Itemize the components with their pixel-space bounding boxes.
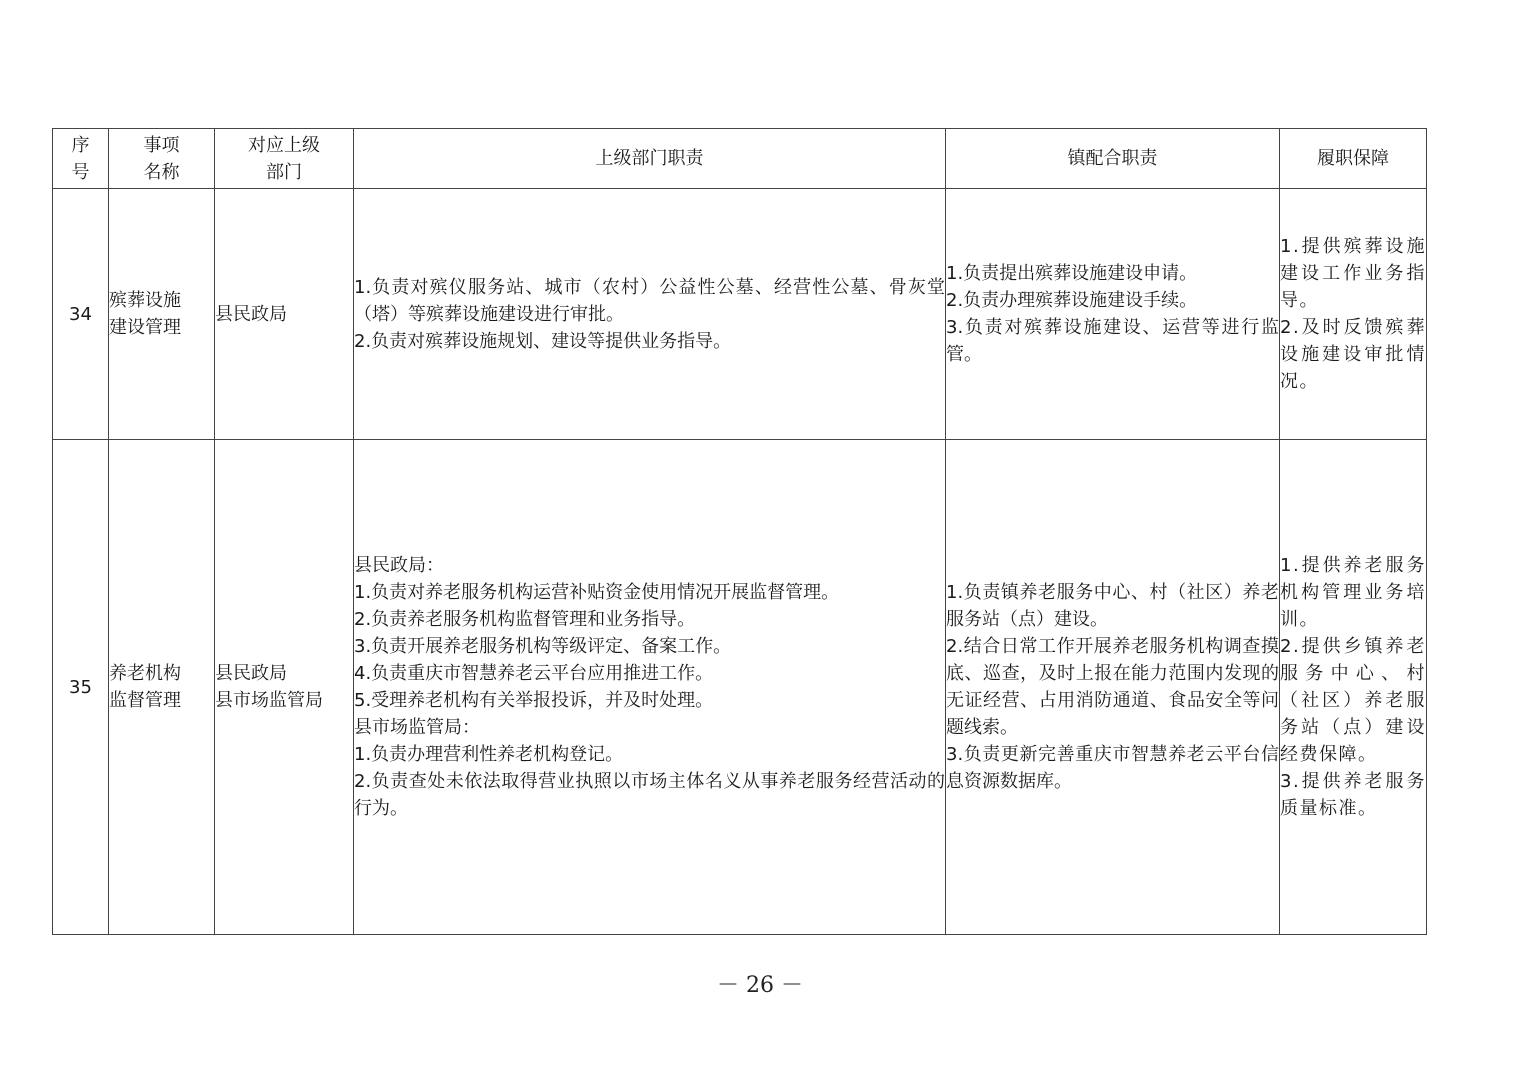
row-number: 34 bbox=[53, 189, 109, 440]
table-header-row bbox=[53, 129, 1427, 189]
text-line: 5.受理养老机构有关举报投诉，并及时处理。 bbox=[354, 690, 714, 711]
header-guarantee bbox=[1280, 129, 1427, 189]
text-line: 1.负责办理营利性养老机构登记。 bbox=[354, 744, 624, 765]
text-line: 县民政局 bbox=[215, 303, 287, 325]
page-number: － 26 － bbox=[717, 973, 803, 998]
text-line: 县市场监管局： bbox=[354, 717, 480, 738]
item-name bbox=[109, 189, 215, 440]
text-line: 1.负责对殡仪服务站、城市（农村）公益性公墓、经营性公墓、骨灰堂（塔）等殡葬设施建设进行审批。 bbox=[354, 276, 945, 325]
text-line: 1.负责提出殡葬设施建设申请。 bbox=[946, 263, 1198, 284]
text-line: 1.提供殡葬设施建设工作业务指导。 bbox=[1280, 236, 1426, 311]
guarantee bbox=[1280, 440, 1427, 935]
text-line: 3.提供养老服务质量标准。 bbox=[1280, 771, 1426, 819]
text-line: 1.负责镇养老服务中心、村（社区）养老服务站（点）建设。 bbox=[946, 582, 1279, 630]
text-line: 序 bbox=[71, 134, 90, 156]
row-number: 35 bbox=[53, 440, 109, 935]
header-dept bbox=[215, 129, 354, 189]
text-line: 建设管理 bbox=[109, 317, 181, 338]
text-line: 监督管理 bbox=[109, 690, 181, 711]
text-line: 事项 bbox=[143, 134, 180, 156]
text-line: 3.负责更新完善重庆市智慧养老云平台信息资源数据库。 bbox=[946, 744, 1279, 792]
town-duties bbox=[946, 440, 1280, 935]
text-line: 2.负责对殡葬设施规划、建设等提供业务指导。 bbox=[354, 330, 732, 352]
guarantee bbox=[1280, 189, 1427, 440]
text-line: 名称 bbox=[143, 161, 180, 183]
table-row bbox=[53, 189, 1427, 440]
upper-duties bbox=[354, 440, 946, 935]
text-line: 上级部门职责 bbox=[595, 148, 704, 169]
upper-department bbox=[215, 440, 354, 935]
text-line: 2.负责养老服务机构监督管理和业务指导。 bbox=[354, 609, 696, 630]
text-line: 殡葬设施 bbox=[109, 290, 181, 311]
text-line: 县民政局： bbox=[354, 555, 444, 576]
text-line: 县民政局 bbox=[215, 663, 287, 684]
header-no bbox=[53, 129, 109, 189]
header-name bbox=[109, 129, 215, 189]
town-duties bbox=[946, 189, 1280, 440]
text-line: 4.负责重庆市智慧养老云平台应用推进工作。 bbox=[354, 663, 714, 684]
text-line: 2.负责查处未依法取得营业执照以市场主体名义从事养老服务经营活动的行为。 bbox=[354, 771, 945, 819]
table-row bbox=[53, 440, 1427, 935]
text-line: 对应上级 bbox=[248, 134, 320, 156]
text-line: 县市场监管局 bbox=[215, 690, 323, 711]
text-line: 履职保障 bbox=[1317, 148, 1389, 169]
text-line: 部门 bbox=[266, 161, 302, 183]
header-upper-duties bbox=[354, 129, 946, 189]
text-line: 镇配合职责 bbox=[1067, 148, 1158, 169]
upper-duties bbox=[354, 189, 946, 440]
header-town-duties bbox=[946, 129, 1280, 189]
text-line: 2.结合日常工作开展养老服务机构调查摸底、巡查，及时上报在能力范围内发现的无证经营、占用消防通道、食品安全等问题线索。 bbox=[946, 636, 1279, 738]
text-line: 1.负责对养老服务机构运营补贴资金使用情况开展监督管理。 bbox=[354, 582, 840, 603]
text-line: 1.提供养老服务机构管理业务培训。 bbox=[1280, 555, 1426, 630]
item-name bbox=[109, 440, 215, 935]
text-line: 2.提供乡镇养老服务中心、村（社区）养老服务站（点）建设经费保障。 bbox=[1280, 636, 1426, 765]
text-line: 2.负责办理殡葬设施建设手续。 bbox=[946, 290, 1198, 311]
text-line: 养老机构 bbox=[109, 663, 181, 684]
text-line: 3.负责对殡葬设施建设、运营等进行监管。 bbox=[946, 317, 1279, 365]
upper-department bbox=[215, 189, 354, 440]
text-line: 2.及时反馈殡葬设施建设审批情况。 bbox=[1280, 317, 1426, 392]
duty-table bbox=[52, 128, 1427, 935]
text-line: 号 bbox=[71, 161, 90, 183]
text-line: 3.负责开展养老服务机构等级评定、备案工作。 bbox=[354, 636, 732, 657]
